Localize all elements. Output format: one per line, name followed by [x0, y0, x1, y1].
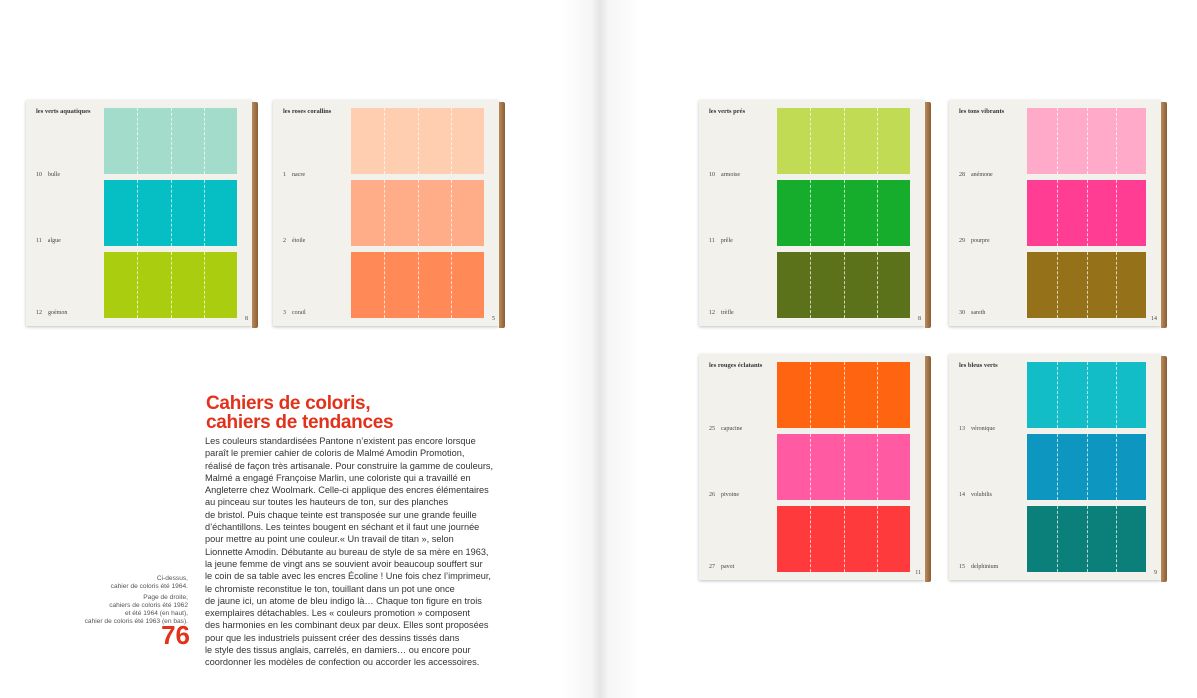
color-swatch: [777, 362, 910, 428]
color-swatch: [351, 108, 484, 174]
perforation-line: [384, 180, 385, 246]
perforation-line: [418, 108, 419, 174]
perforation-line: [844, 108, 845, 174]
swatch-label: [709, 564, 734, 570]
swatch-label: [36, 238, 61, 244]
perforation-line: [1087, 506, 1088, 572]
perforation-line: [1116, 506, 1117, 572]
swatch-name: pavot: [721, 564, 735, 570]
perforation-line: [1057, 252, 1058, 318]
color-swatch: [351, 180, 484, 246]
swatch-name: prêle: [720, 238, 733, 244]
body-line: pour mettre au point une couleur.« Un travail de titan », selon: [205, 534, 454, 545]
swatch-label: [283, 238, 305, 244]
perforation-line: [877, 506, 878, 572]
color-swatch: [1027, 434, 1146, 500]
color-swatch: [104, 252, 237, 318]
swatch-name: algue: [47, 238, 61, 244]
booklet-page-number: 8: [245, 316, 248, 322]
color-swatch: [1027, 506, 1146, 572]
page-gutter: [560, 0, 640, 698]
swatch-label: [959, 310, 985, 316]
perforation-line: [877, 108, 878, 174]
swatch-label: [36, 310, 67, 316]
color-booklet-rouges-eclatants: [699, 354, 925, 580]
body-line: de bristol. Puis chaque teinte est transposée sur une grande feuille: [205, 509, 477, 520]
color-swatch: [777, 506, 910, 572]
swatch-name: pivoine: [721, 492, 739, 498]
swatch-label: [709, 238, 733, 244]
color-swatch: [777, 434, 910, 500]
perforation-line: [844, 506, 845, 572]
swatch-label: [709, 172, 740, 178]
perforation-line: [451, 252, 452, 318]
swatch-label: [36, 172, 60, 178]
body-line: Lionnette Amodin. Débutante au bureau de style de sa mère en 1963,: [205, 546, 489, 557]
swatch-number: 14: [959, 492, 965, 498]
perforation-line: [384, 108, 385, 174]
color-swatch: [1027, 252, 1146, 318]
swatch-label: [959, 238, 990, 244]
swatch-label: [709, 310, 734, 316]
swatch-number: 29: [959, 238, 965, 244]
caption-line: cahiers de coloris été 1962: [109, 602, 188, 609]
swatch-number: 27: [709, 564, 715, 570]
perforation-line: [1057, 108, 1058, 174]
perforation-line: [171, 180, 172, 246]
caption-line: Ci-dessus,: [156, 575, 188, 582]
swatch-number: 11: [36, 238, 42, 244]
perforation-line: [1057, 180, 1058, 246]
swatch-name: bulle: [48, 172, 60, 178]
article-heading: [206, 394, 393, 432]
perforation-line: [204, 180, 205, 246]
color-booklet-verts-pres: [699, 100, 925, 326]
perforation-line: [137, 180, 138, 246]
color-swatch: [351, 252, 484, 318]
perforation-line: [171, 108, 172, 174]
body-line: paraît le premier cahier de coloris de Malmé Amodin Promotion,: [205, 448, 465, 459]
swatch-name: volubilis: [971, 492, 993, 498]
color-swatch: [104, 180, 237, 246]
perforation-line: [844, 180, 845, 246]
perforation-line: [877, 362, 878, 428]
heading-line: cahiers de tendances: [206, 412, 394, 433]
swatch-number: 15: [959, 564, 965, 570]
color-booklet-verts-aquatiques: [26, 100, 252, 326]
article-body: [205, 435, 494, 669]
perforation-line: [1087, 108, 1088, 174]
perforation-line: [877, 252, 878, 318]
caption-line: et été 1964 (en haut),: [124, 610, 188, 617]
caption-line: cahier de coloris été 1963 (en bas).: [84, 618, 188, 625]
swatch-number: 28: [959, 172, 965, 178]
swatch-label: [283, 310, 306, 316]
color-swatch: [1027, 180, 1146, 246]
swatch-number: 3: [283, 310, 286, 316]
body-line: le chromiste reconstitue le ton, touillant dans un pot une once: [205, 583, 455, 594]
body-line: au pinceau sur toutes les hauteurs de ton, sur des planches: [205, 497, 449, 508]
swatch-number: 11: [709, 238, 715, 244]
booklet-page-number: 14: [1151, 316, 1157, 322]
page-number: 76: [161, 620, 190, 650]
swatch-name: sareth: [971, 310, 986, 316]
swatch-label: [283, 172, 305, 178]
body-line: coordonner les modèles de confection ou accorder les accessoires.: [205, 657, 480, 668]
perforation-line: [451, 180, 452, 246]
perforation-line: [384, 252, 385, 318]
booklet-title: les rouges éclatants: [709, 362, 763, 369]
booklet-title: les verts prés: [709, 108, 746, 115]
swatch-label: [959, 426, 995, 432]
booklet-title: les bleus verts: [959, 362, 998, 369]
perforation-line: [1116, 180, 1117, 246]
booklet-title: les tons vibrants: [959, 108, 1005, 115]
perforation-line: [204, 252, 205, 318]
booklet-title: les roses corallins: [283, 108, 332, 115]
perforation-line: [877, 434, 878, 500]
swatch-label: [959, 172, 993, 178]
swatch-name: véronique: [971, 426, 995, 432]
color-swatch: [1027, 362, 1146, 428]
caption-line: cahier de coloris été 1964.: [110, 583, 188, 590]
body-line: d’échantillons. Les teintes bougent en séchant et il faut une journée: [205, 522, 480, 533]
color-booklet-roses-corallins: [273, 100, 499, 326]
swatch-number: 25: [709, 426, 715, 432]
perforation-line: [1057, 434, 1058, 500]
swatch-label: [959, 564, 998, 570]
swatch-name: delphinium: [971, 564, 999, 570]
swatch-name: corail: [292, 310, 306, 316]
perforation-line: [810, 252, 811, 318]
color-swatch: [104, 108, 237, 174]
perforation-line: [1116, 252, 1117, 318]
body-line: le coin de sa table avec les encres Écoline ! Une fois chez l’imprimeur,: [205, 571, 491, 582]
perforation-line: [451, 108, 452, 174]
color-booklet-tons-vibrants: [949, 100, 1161, 326]
swatch-name: étoile: [292, 238, 306, 244]
perforation-line: [810, 434, 811, 500]
swatch-name: pourpre: [971, 238, 990, 244]
swatch-number: 30: [959, 310, 965, 316]
body-line: le style des tissus anglais, carrelés, en damiers… ou encore pour: [205, 645, 471, 656]
heading-line: Cahiers de coloris,: [206, 393, 371, 414]
perforation-line: [137, 108, 138, 174]
booklet-page-number: 11: [915, 570, 921, 576]
perforation-line: [171, 252, 172, 318]
body-line: Malmé a engagé Françoise Marlin, une coloriste qui a travaillé en: [205, 472, 471, 483]
perforation-line: [1057, 506, 1058, 572]
swatch-number: 2: [283, 238, 286, 244]
booklet-page-number: 5: [492, 316, 495, 322]
perforation-line: [810, 180, 811, 246]
swatch-label: [959, 492, 992, 498]
color-swatch: [777, 180, 910, 246]
booklet-page-number: 8: [918, 316, 921, 322]
perforation-line: [1116, 108, 1117, 174]
swatch-number: 13: [959, 426, 965, 432]
perforation-line: [844, 434, 845, 500]
body-line: Angleterre chez Woolmark. Celle-ci applique des encres élémentaires: [205, 485, 489, 496]
perforation-line: [418, 180, 419, 246]
perforation-line: [1087, 252, 1088, 318]
swatch-name: capucine: [721, 426, 743, 432]
body-line: des harmonies en les combinant deux par deux. Elles sont proposées: [205, 620, 489, 631]
perforation-line: [1087, 362, 1088, 428]
perforation-line: [137, 252, 138, 318]
perforation-line: [1116, 434, 1117, 500]
perforation-line: [204, 108, 205, 174]
perforation-line: [810, 506, 811, 572]
perforation-line: [877, 180, 878, 246]
swatch-number: 12: [36, 310, 42, 316]
perforation-line: [1116, 362, 1117, 428]
color-swatch: [777, 108, 910, 174]
perforation-line: [810, 108, 811, 174]
swatch-label: [709, 492, 739, 498]
perforation-line: [844, 362, 845, 428]
body-line: exemplaires détachables. Les « couleurs promotion » composent: [205, 608, 471, 619]
swatch-name: armoise: [721, 172, 740, 178]
swatch-name: goémon: [48, 310, 68, 316]
swatch-number: 1: [283, 172, 286, 178]
perforation-line: [844, 252, 845, 318]
perforation-line: [1057, 362, 1058, 428]
swatch-number: 10: [709, 172, 715, 178]
perforation-line: [418, 252, 419, 318]
color-swatch: [1027, 108, 1146, 174]
perforation-line: [1087, 434, 1088, 500]
booklet-page-number: 9: [1154, 570, 1157, 576]
body-line: Les couleurs standardisées Pantone n’existent pas encore lorsque: [205, 436, 476, 446]
booklet-title: les verts aquatiques: [36, 108, 91, 115]
swatch-number: 26: [709, 492, 715, 498]
swatch-label: [709, 426, 742, 432]
perforation-line: [1087, 180, 1088, 246]
perforation-line: [810, 362, 811, 428]
body-line: réalisé de façon très artisanale. Pour construire la gamme de couleurs,: [205, 460, 494, 471]
swatch-name: trèfle: [721, 310, 734, 316]
caption-line: Page de droite,: [143, 594, 188, 601]
body-line: de jaune ici, un atome de bleu indigo là… Chaque ton figure en trois: [205, 595, 482, 606]
color-swatch: [777, 252, 910, 318]
image-caption: [40, 575, 188, 626]
swatch-number: 10: [36, 172, 42, 178]
swatch-name: nacre: [292, 172, 305, 178]
body-line: pour que les industriels puissent créer des dessins tissés dans: [205, 632, 460, 643]
swatch-name: anémone: [971, 172, 993, 178]
body-line: la jeune femme de vingt ans se souvient avoir beaucoup souffert sur: [205, 558, 483, 569]
swatch-number: 12: [709, 310, 715, 316]
color-booklet-bleus-verts: [949, 354, 1161, 580]
